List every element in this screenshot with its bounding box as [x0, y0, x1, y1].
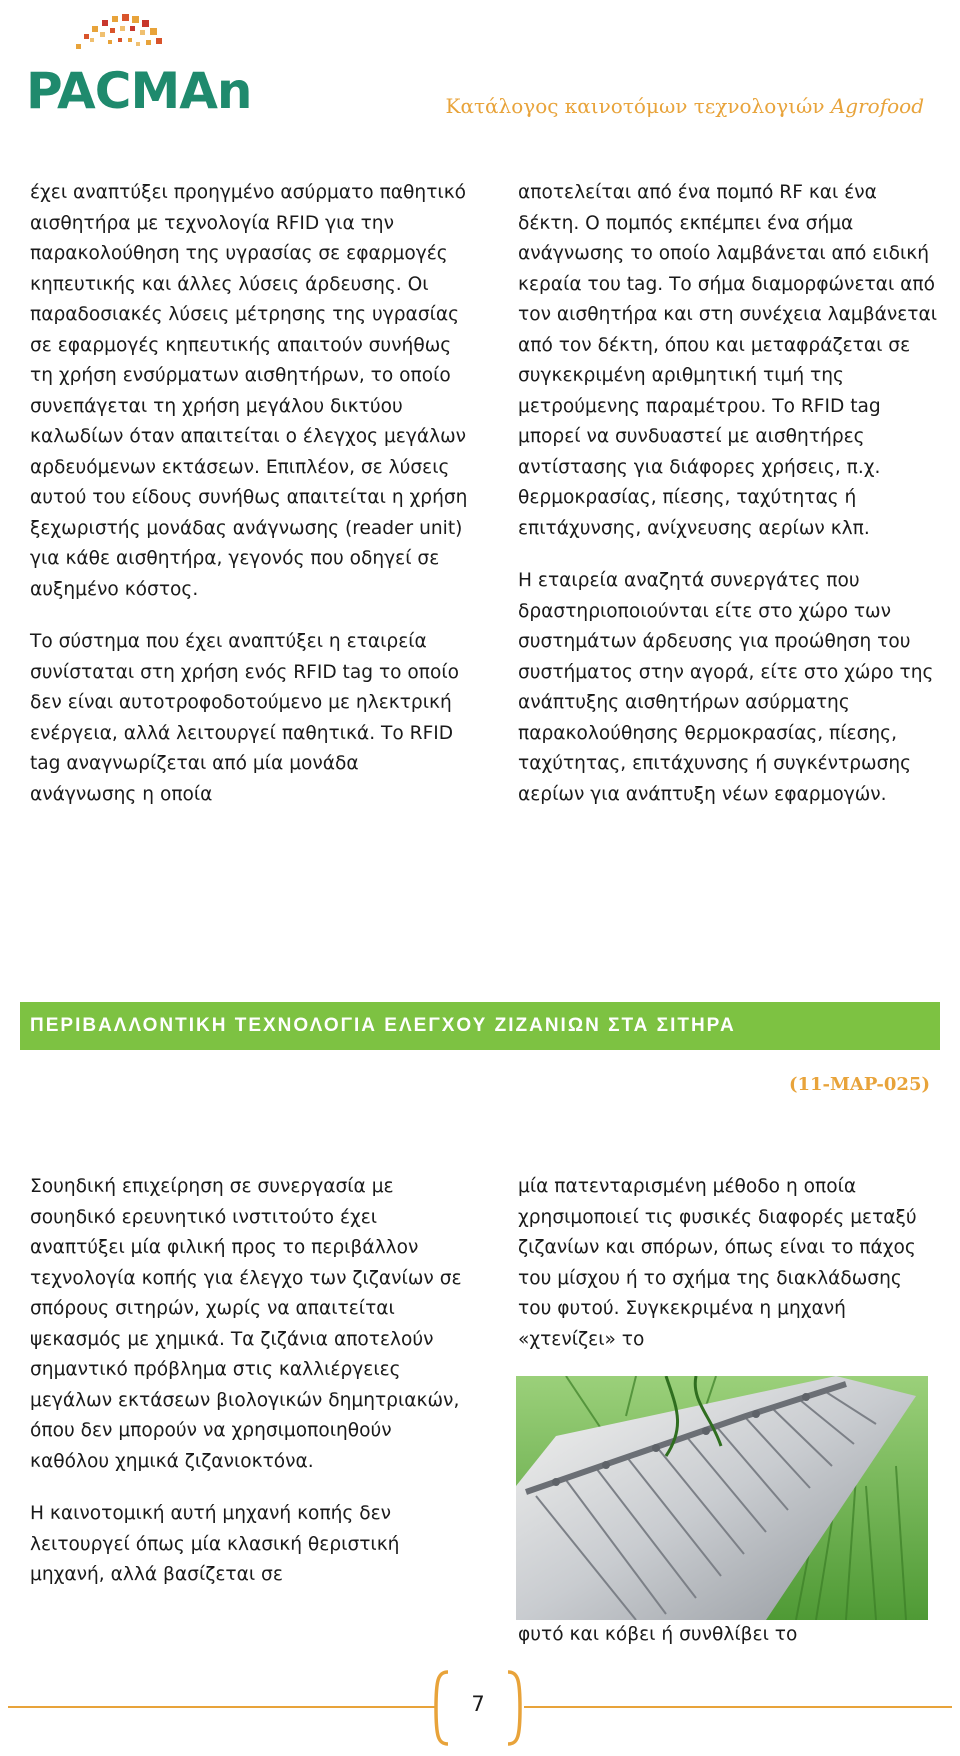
paragraph: Το σύστημα που έχει αναπτύξει η εταιρεία συνίσταται στη χρήση ενός RFID tag το οποίο δεν είναι αυτοτροφοδοτούμενο με ηλεκτρική ενέργεια, αλλά λειτουργεί παθητικά. Το RFID tag αναγνωρίζεται από μία μονάδα ανάγνωσης η οποία: [30, 631, 460, 805]
section-title: ΠΕΡΙΒΑΛΛΟΝΤΙΚΗ ΤΕΧΝΟΛΟΓΙΑ ΕΛΕΓΧΟΥ ΖΙΖΑΝΙΩΝ ΣΤΑ ΣΙΤΗΡΑ: [30, 1015, 736, 1036]
article2-column-right-bottom: [518, 1620, 938, 1651]
footer-rule-left: [8, 1706, 436, 1708]
section-reference-code: (11-MAP-025): [788, 1074, 930, 1095]
weed-cutter-machine-photo: [516, 1376, 928, 1620]
paragraph: αποτελείται από ένα πομπό RF και ένα δέκτη. Ο πομπός εκπέμπει ένα σήμα ανάγνωσης το οποίο λαμβάνεται από ειδική κεραία του tag. Το σήμα διαμορφώνεται από τον αισθητήρα και στη συνέχεια λαμβάνεται από τον δέκτη, όπου και μεταφράζεται σε συγκεκριμένη αριθμητική τιμή της μετρούμενης παραμέτρου. Το RFID tag μπορεί να συνδυαστεί με αισθητήρες αντίστασης για διάφορες χρήσεις, π.χ. θερμοκρασίας, πίεσης, ταχύτητας ή επιτάχυνσης, ανίχνευσης αερίων κλπ.: [518, 182, 938, 539]
logo-wordmark: PACMAn: [26, 62, 252, 120]
running-title-main: Κατάλογος καινοτόμων τεχνολογιών: [445, 94, 825, 118]
article2-column-right-top: [518, 1172, 938, 1355]
running-title: [446, 94, 924, 118]
page-number: 7: [471, 1692, 485, 1716]
paragraph: Η καινοτομική αυτή μηχανή κοπής δεν λειτουργεί όπως μία κλασική θεριστική μηχανή, αλλά βασίζεται σε: [30, 1503, 400, 1585]
footer-bracket-left: [432, 1670, 450, 1746]
machine-photo-illustration: [516, 1376, 928, 1620]
logo-dot-arc: [76, 14, 162, 49]
paragraph: φυτό και κόβει ή συνθλίβει το: [518, 1624, 798, 1645]
footer-rule-right: [524, 1706, 952, 1708]
running-title-italic: Agrofood: [830, 94, 924, 118]
footer-bracket-right: [506, 1670, 524, 1746]
pacman-logo: [24, 4, 254, 122]
article1-column-left: [30, 178, 470, 810]
paragraph: Σουηδική επιχείρηση σε συνεργασία με σουηδικό ερευνητικό ινστιτούτο έχει αναπτύξει μία φιλική προς το περιβάλλον τεχνολογία κοπής για έλεγχο των ζιζανίων σε σπόρους σιτηρών, χωρίς να απαιτείται ψεκασμός με χημικά. Τα ζιζάνια αποτελούν σημαντικό πρόβλημα στις καλλιέργειες μεγάλων εκτάσεων βιολογικών δημητριακών, όπου δεν μπορούν να χρησιμοποιηθούν καθόλου χημικά ζιζανιοκτόνα.: [30, 1176, 462, 1472]
paragraph: έχει αναπτύξει προηγμένο ασύρματο παθητικό αισθητήρα με τεχνολογία RFID για την παρακολούθηση της υγρασίας σε εφαρμογές κηπευτικής και άλλες λύσεις άρδευσης. Οι παραδοσιακές λύσεις μέτρησης της υγρασίας σε εφαρμογές κηπευτικής απαιτούν συνήθως τη χρήση ενσύρματων αισθητήρων, το οποίο συνεπάγεται τη χρήση μεγάλου δικτύου καλωδίων όταν απαιτείται ο έλεγχος μεγάλων αρδευόμενων εκτάσεων. Επιπλέον, σε λύσεις αυτού του είδους συνήθως απαιτείται η χρήση ξεχωριστής μονάδας ανάγνωσης (reader unit) για κάθε αισθητήρα, γεγονός που οδηγεί σε αυξημένο κόστος.: [30, 182, 468, 600]
paragraph: μία πατενταρισμένη μέθοδο η οποία χρησιμοποιεί τις φυσικές διαφορές μεταξύ ζιζανίων και σπόρων, όπως είναι το πάχος του μίσχου ή το σχήμα της διακλάδωσης του φυτού. Συγκεκριμένα η μηχανή «χτενίζει» το: [518, 1176, 917, 1350]
article1-column-right: [518, 178, 938, 810]
article2-column-left: [30, 1172, 470, 1591]
logo-graphic: [24, 4, 254, 122]
paragraph: Η εταιρεία αναζητά συνεργάτες που δραστηριοποιούνται είτε στο χώρο των συστημάτων άρδευσης για προώθηση του συστήματος στην αγορά, είτε στο χώρο της ανάπτυξης αισθητήρων ασύρματης παρακολούθησης θερμοκρασίας, πίεσης, ταχύτητας, επιτάχυνσης ή συγκέντρωσης αερίων για ανάπτυξη νέων εφαρμογών.: [518, 570, 934, 805]
section-heading-bar: [20, 1002, 940, 1050]
